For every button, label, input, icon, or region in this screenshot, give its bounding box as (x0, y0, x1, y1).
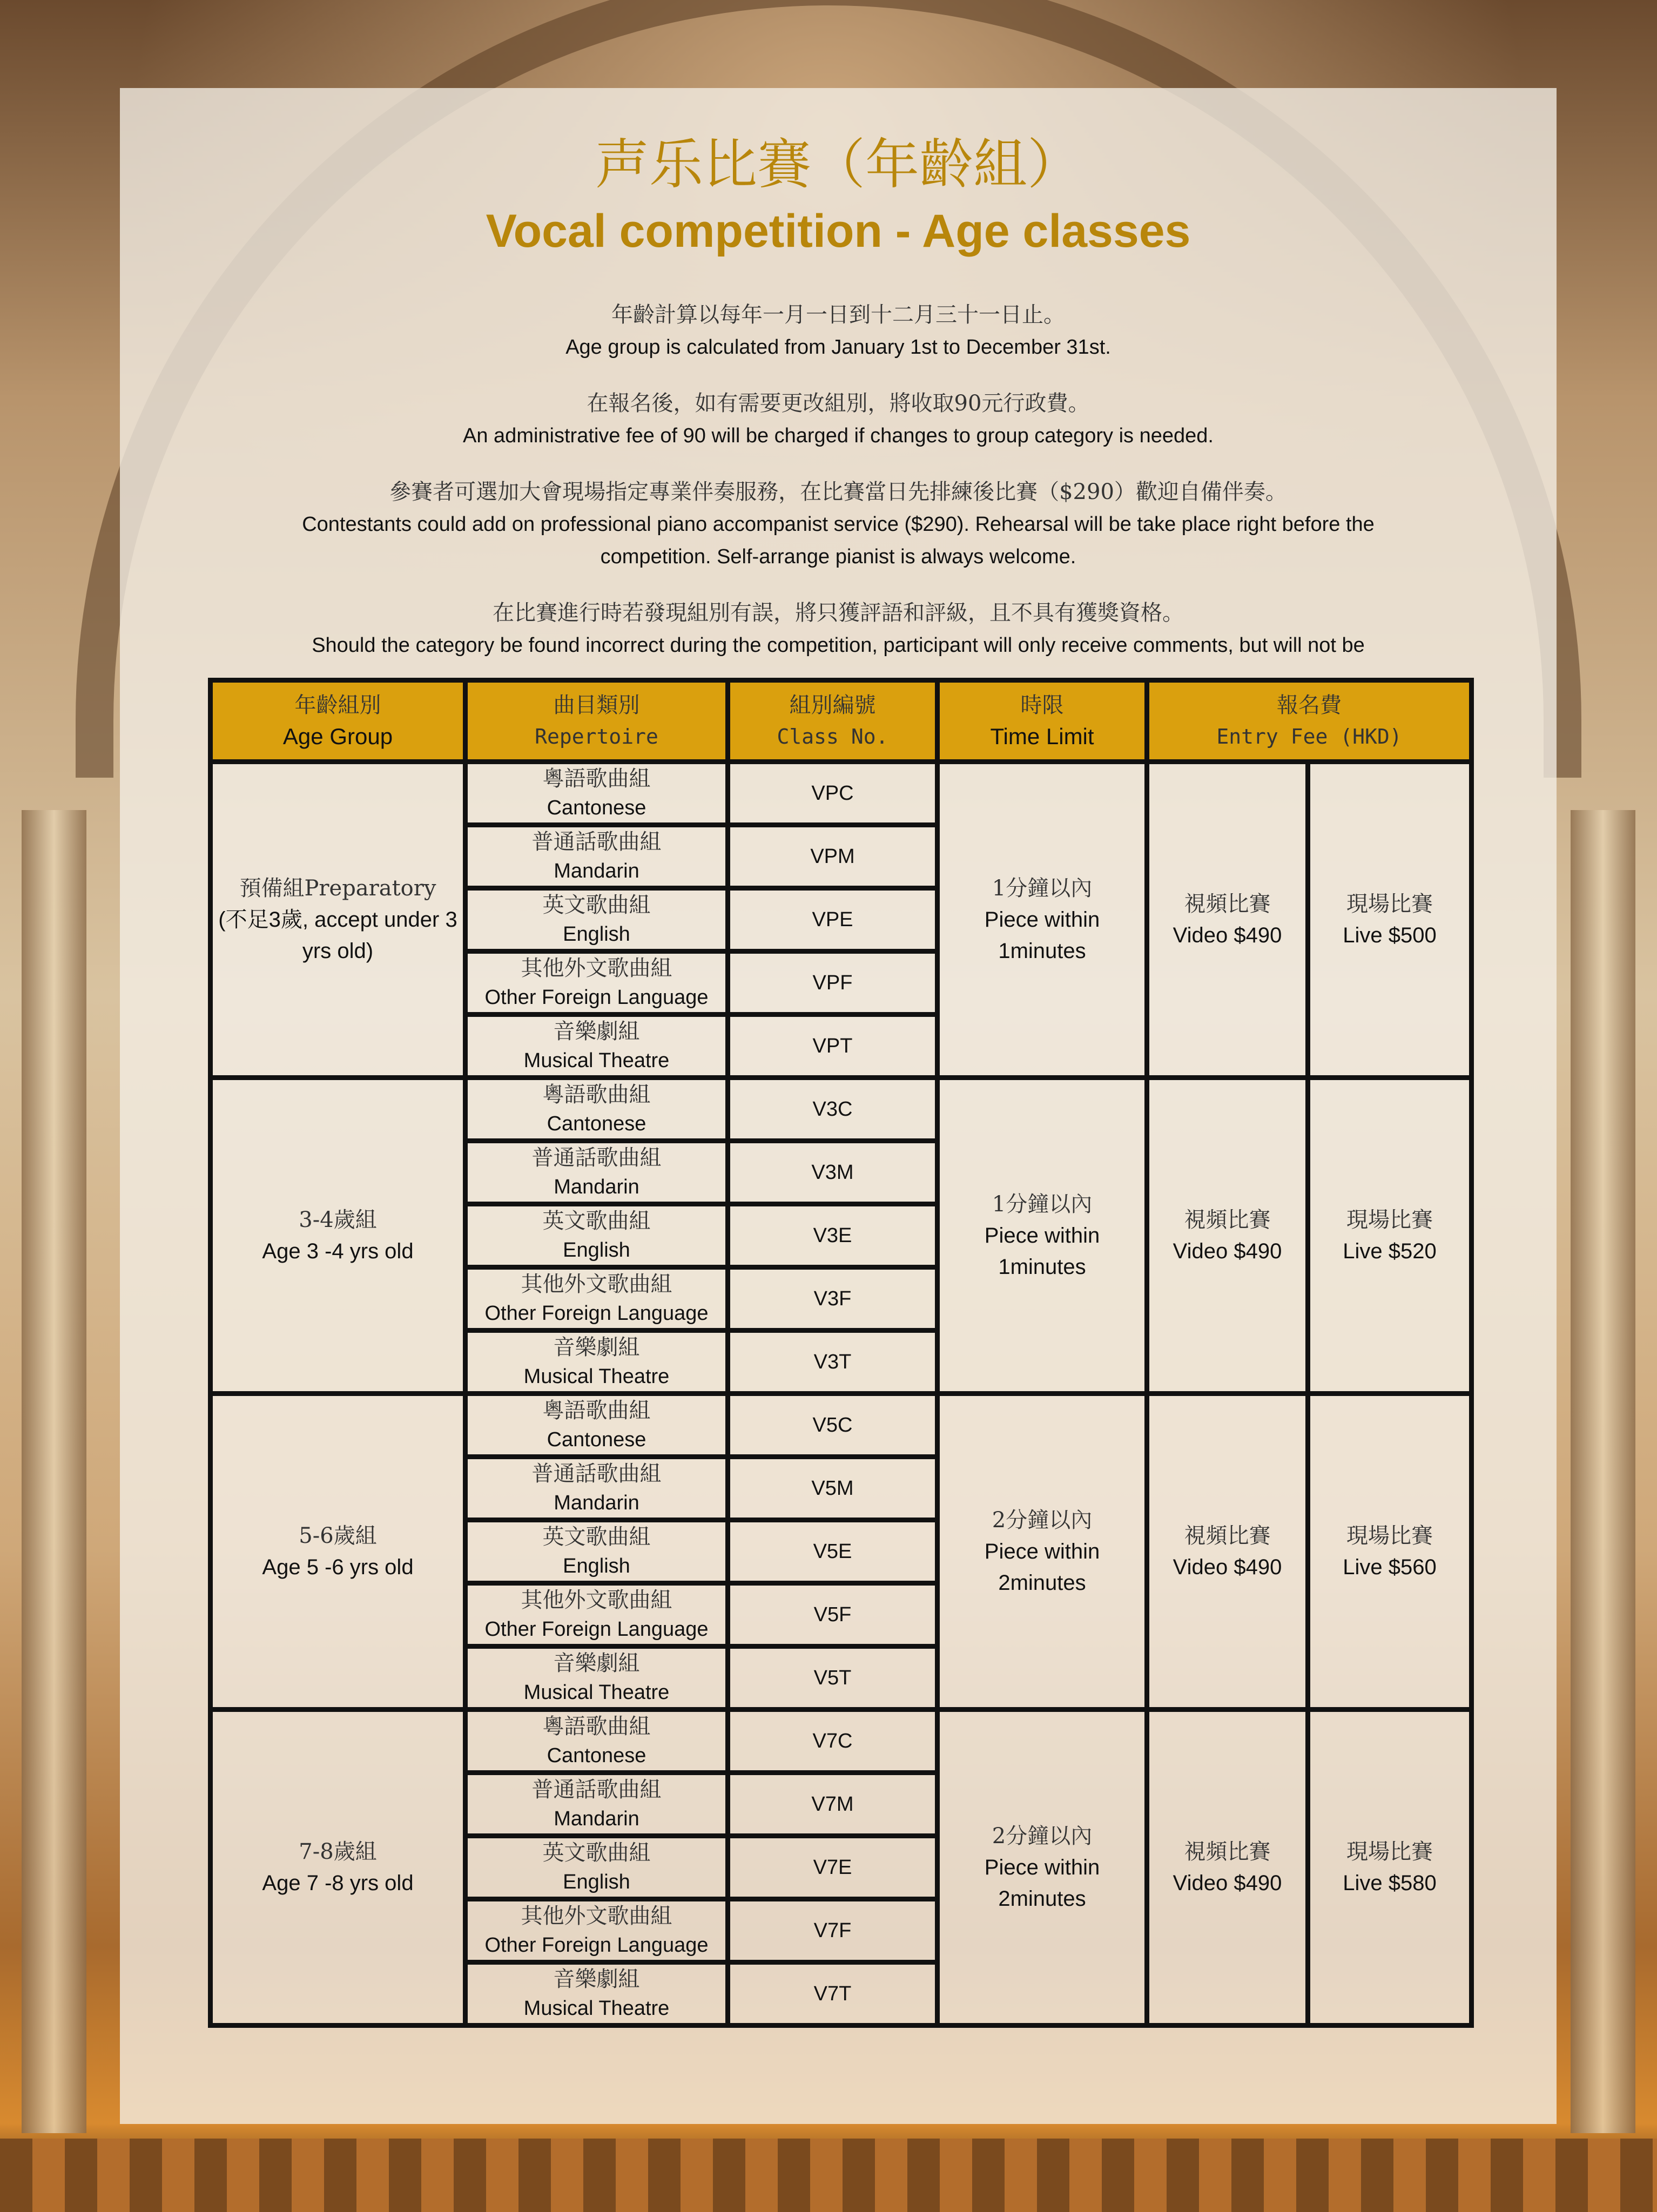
note-text-cn: 參賽者可選加大會現場指定專業伴奏服務，在比賽當日先排練後比賽（$290）歡迎自備伴奏。 (389, 480, 1287, 504)
class-code-cell: VPT (728, 1015, 938, 1078)
repertoire-cell (466, 1394, 728, 1457)
live-fee-cn: 現場比賽 (1346, 1523, 1433, 1548)
time-limit-en: Piece within (984, 908, 1100, 932)
repertoire-cn: 英文歌曲組 (542, 1840, 651, 1865)
header-age-group: 年齡組別 Age Group (211, 680, 466, 762)
note-text-cn: 在報名後，如有需要更改組別，將收取90元行政費。 (587, 391, 1090, 416)
class-code-cell: V3C (728, 1078, 938, 1141)
repertoire-en: Cantonese (547, 797, 646, 819)
class-table (208, 678, 1474, 2028)
live-fee-en: Live $560 (1343, 1555, 1437, 1579)
video-fee-cn: 視頻比賽 (1184, 1208, 1271, 1232)
repertoire-en: Musical Theatre (523, 1049, 670, 1072)
age-group-name-en: Age 5 -6 yrs old (262, 1555, 414, 1579)
table-row (211, 762, 1472, 825)
time-limit-cell (938, 1710, 1147, 2026)
repertoire-cell (466, 1963, 728, 2026)
age-group-cell (211, 1710, 466, 2026)
pillar-right (1571, 810, 1635, 2133)
repertoire-cn: 粵語歌曲組 (542, 1398, 651, 1423)
class-code-cell: V3M (728, 1141, 938, 1204)
video-fee-en: Video $490 (1173, 1239, 1282, 1263)
live-fee-cell (1308, 1710, 1472, 2026)
time-limit-cn: 1分鐘以內 (992, 876, 1093, 901)
repertoire-en: Musical Theatre (523, 1365, 670, 1388)
note-text-cn: 年齡計算以每年一月一日到十二月三十一日止。 (611, 302, 1065, 327)
repertoire-cn: 音樂劇組 (553, 1019, 640, 1044)
repertoire-cn: 音樂劇組 (553, 1335, 640, 1360)
time-limit-en: Piece within (984, 1540, 1100, 1563)
video-fee-cn: 視頻比賽 (1184, 1839, 1271, 1864)
live-fee-cn: 現場比賽 (1346, 1208, 1433, 1232)
repertoire-cell (466, 1773, 728, 1836)
class-code-cell: V7T (728, 1963, 938, 2026)
class-code-cell: V5C (728, 1394, 938, 1457)
repertoire-cn: 普通話歌曲組 (531, 830, 662, 854)
repertoire-en: Mandarin (554, 1808, 639, 1830)
age-group-name-cn: 預備組Preparatory (239, 876, 436, 901)
pillar-left (22, 810, 86, 2133)
live-fee-cell (1308, 1394, 1472, 1710)
age-group-name-en: Age 3 -4 yrs old (262, 1239, 414, 1263)
class-code-cell: V5E (728, 1520, 938, 1583)
class-code-cell: V5F (728, 1583, 938, 1647)
video-fee-cn: 視頻比賽 (1184, 892, 1271, 916)
repertoire-cn: 粵語歌曲組 (542, 766, 651, 791)
class-code-cell: V7C (728, 1710, 938, 1773)
header-class-no: 組別編號 Class No. (728, 680, 938, 762)
class-code-cell: V7M (728, 1773, 938, 1836)
class-code-cell: VPC (728, 762, 938, 825)
repertoire-cell (466, 1141, 728, 1204)
repertoire-cn: 普通話歌曲組 (531, 1145, 662, 1170)
repertoire-cell (466, 1583, 728, 1647)
live-fee-en: Live $520 (1343, 1239, 1437, 1263)
repertoire-en: Other Foreign Language (484, 1934, 709, 1957)
repertoire-cn: 英文歌曲組 (542, 1209, 651, 1233)
note-accompanist (174, 476, 1503, 573)
age-group-cell (211, 1078, 466, 1394)
repertoire-en: Cantonese (547, 1112, 646, 1135)
live-fee-cn: 現場比賽 (1346, 892, 1433, 916)
class-code-cell: VPE (728, 888, 938, 952)
repertoire-en: English (563, 1239, 630, 1262)
floor-decoration (0, 2139, 1657, 2212)
time-limit-cell (938, 1394, 1147, 1710)
repertoire-cell (466, 1836, 728, 1899)
note-text-cn: 在比賽進行時若發現組別有誤，將只獲評語和評級，且不具有獲獎資格。 (493, 601, 1184, 625)
repertoire-cell (466, 1457, 728, 1520)
video-fee-en: Video $490 (1173, 923, 1282, 947)
repertoire-cn: 英文歌曲組 (542, 1525, 651, 1549)
note-text-en: Should the category be found incorrect during the competition, participant will only receive comments, but will not be (312, 634, 1365, 657)
table-row (211, 1710, 1472, 1773)
time-limit-en: 2minutes (998, 1571, 1086, 1595)
notes-section (174, 299, 1503, 685)
note-text-en: An administrative fee of 90 will be charged if changes to group category is needed. (463, 424, 1214, 447)
repertoire-en: Musical Theatre (523, 1681, 670, 1704)
note-text-en: Contestants could add on professional piano accompanist service ($290). Rehearsal will be take place right before the competition. Self-arrange pianist is always welcome. (302, 513, 1375, 568)
repertoire-cn: 其他外文歌曲組 (521, 956, 672, 981)
repertoire-en: Cantonese (547, 1744, 646, 1767)
class-code-cell: VPM (728, 825, 938, 888)
live-fee-cn: 現場比賽 (1346, 1839, 1433, 1864)
repertoire-cell (466, 825, 728, 888)
repertoire-en: Other Foreign Language (484, 986, 709, 1009)
header-time-limit: 時限 Time Limit (938, 680, 1147, 762)
age-group-name-cn: 3-4歲組 (299, 1208, 377, 1232)
header-repertoire: 曲目類別 Repertoire (466, 680, 728, 762)
class-code-cell: V5T (728, 1647, 938, 1710)
repertoire-cn: 普通話歌曲組 (531, 1461, 662, 1486)
page-title-en: Vocal competition - Age classes (486, 205, 1191, 257)
video-fee-en: Video $490 (1173, 1555, 1282, 1579)
repertoire-cn: 音樂劇組 (553, 1967, 640, 1992)
live-fee-en: Live $580 (1343, 1871, 1437, 1895)
time-limit-en: 1minutes (998, 1255, 1086, 1279)
age-group-name-cn: 5-6歲組 (299, 1523, 377, 1548)
age-group-name-en: (不足3歲, accept under 3 yrs old) (218, 908, 457, 963)
age-group-cell (211, 762, 466, 1078)
repertoire-cn: 粵語歌曲組 (542, 1714, 651, 1739)
age-group-name-cn: 7-8歲組 (299, 1839, 377, 1864)
time-limit-en: 2minutes (998, 1887, 1086, 1911)
repertoire-cell (466, 1331, 728, 1394)
age-group-cell (211, 1394, 466, 1710)
time-limit-cell (938, 762, 1147, 1078)
repertoire-cell (466, 1267, 728, 1331)
repertoire-cn: 其他外文歌曲組 (521, 1272, 672, 1297)
repertoire-cell (466, 1647, 728, 1710)
repertoire-en: Musical Theatre (523, 1997, 670, 2020)
repertoire-cell (466, 1710, 728, 1773)
repertoire-cn: 粵語歌曲組 (542, 1082, 651, 1107)
repertoire-cn: 英文歌曲組 (542, 893, 651, 918)
live-fee-cell (1308, 762, 1472, 1078)
time-limit-cn: 2分鐘以內 (992, 1508, 1093, 1533)
class-code-cell: V3E (728, 1204, 938, 1267)
header-entry-fee: 報名費 Entry Fee (HKD) (1147, 680, 1472, 762)
time-limit-cell (938, 1078, 1147, 1394)
table-row (211, 1078, 1472, 1141)
class-code-cell: V3T (728, 1331, 938, 1394)
note-age-calculation (174, 299, 1503, 363)
video-fee-cell (1147, 1394, 1308, 1710)
note-text-en: Age group is calculated from January 1st to December 31st. (565, 336, 1111, 359)
repertoire-cell (466, 1078, 728, 1141)
time-limit-cn: 1分鐘以內 (992, 1192, 1093, 1217)
time-limit-en: 1minutes (998, 939, 1086, 963)
repertoire-cell (466, 762, 728, 825)
table-row (211, 1394, 1472, 1457)
repertoire-en: Mandarin (554, 860, 639, 882)
repertoire-en: English (563, 923, 630, 946)
repertoire-en: English (563, 1555, 630, 1577)
time-limit-cn: 2分鐘以內 (992, 1824, 1093, 1849)
video-fee-cell (1147, 762, 1308, 1078)
note-admin-fee (174, 387, 1503, 452)
class-code-cell: V7F (728, 1899, 938, 1963)
class-code-cell: V5M (728, 1457, 938, 1520)
note-incorrect-category (174, 597, 1503, 662)
video-fee-cell (1147, 1078, 1308, 1394)
repertoire-cell (466, 1520, 728, 1583)
repertoire-en: Other Foreign Language (484, 1302, 709, 1325)
video-fee-cell (1147, 1710, 1308, 2026)
page-title-cn: 声乐比賽（年齡組） (595, 133, 1081, 196)
repertoire-en: Mandarin (554, 1176, 639, 1198)
repertoire-en: Other Foreign Language (484, 1618, 709, 1641)
repertoire-cell (466, 952, 728, 1015)
class-code-cell: VPF (728, 952, 938, 1015)
class-code-cell: V3F (728, 1267, 938, 1331)
age-group-name-en: Age 7 -8 yrs old (262, 1871, 414, 1895)
repertoire-en: Mandarin (554, 1492, 639, 1514)
live-fee-cell (1308, 1078, 1472, 1394)
live-fee-en: Live $500 (1343, 923, 1437, 947)
repertoire-cn: 其他外文歌曲組 (521, 1588, 672, 1613)
time-limit-en: Piece within (984, 1856, 1100, 1879)
video-fee-en: Video $490 (1173, 1871, 1282, 1895)
repertoire-cell (466, 1204, 728, 1267)
repertoire-cell (466, 1899, 728, 1963)
time-limit-en: Piece within (984, 1224, 1100, 1247)
repertoire-en: English (563, 1871, 630, 1893)
video-fee-cn: 視頻比賽 (1184, 1523, 1271, 1548)
repertoire-cell (466, 888, 728, 952)
repertoire-cn: 其他外文歌曲組 (521, 1904, 672, 1928)
class-code-cell: V7E (728, 1836, 938, 1899)
repertoire-cn: 音樂劇組 (553, 1651, 640, 1676)
repertoire-en: Cantonese (547, 1428, 646, 1451)
repertoire-cn: 普通話歌曲組 (531, 1777, 662, 1802)
repertoire-cell (466, 1015, 728, 1078)
table-header-row (211, 680, 1472, 762)
